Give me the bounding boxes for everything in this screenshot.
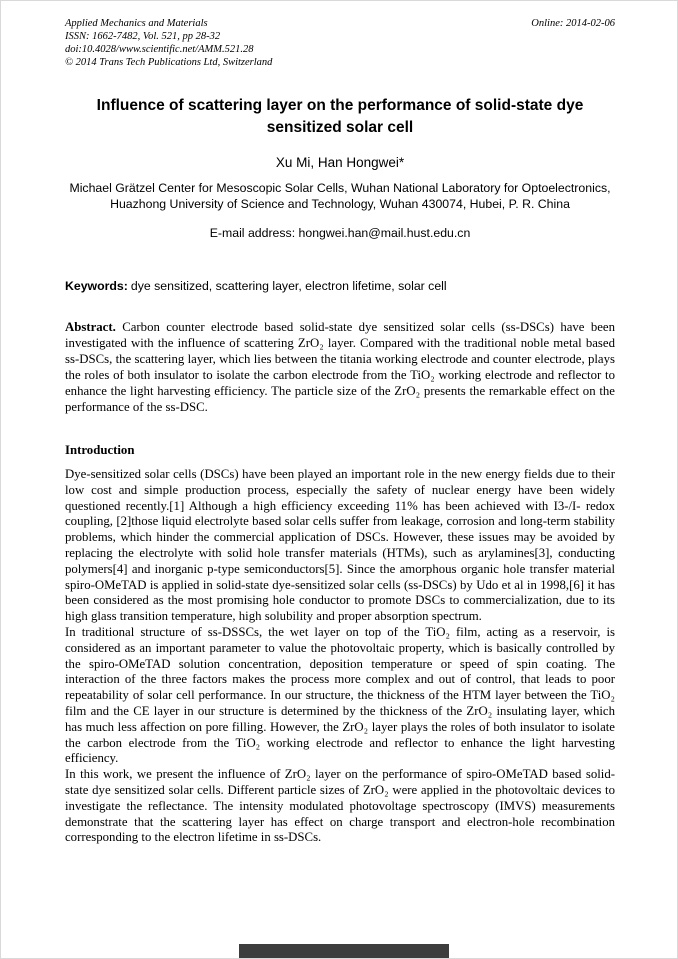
journal-doi: doi:10.4028/www.scientific.net/AMM.521.28	[65, 44, 254, 55]
keywords-label: Keywords:	[65, 279, 128, 293]
intro-paragraph-1: Dye-sensitized solar cells (DSCs) have been played an important role in the new energy fields due to their low cost and simple production process, especially the safety of nuclear energy have been widely questioned recently.[1] Although a high efficiency exceeding 11% has been achieved with I3-/I- redox coupling, [2]those liquid electrolyte based solar cells suffer from leakage, corrosion and long-term stability problems, which hinder the commercial application of DSCs. However, these issues may be avoided by replacing the electrolyte with solid hole transfer materials (HTMs), such as arylamines[3], conducting polymers[4] and inorganic p-type semiconductors[5]. Since the amorphous organic hole transfer material spiro-OMeTAD is applied in solid-state dye-sensitized solar cells (ss-DSCs) by Udo et al in 1998,[6] it has been considered as the most promising hole conductor to promote DSCs to commercialization, due to its high glass transition temperature, high solubility and proper absorption spectrum.	[65, 467, 615, 624]
section-heading-introduction: Introduction	[65, 443, 135, 457]
journal-issn: ISSN: 1662-7482, Vol. 521, pp 28-32	[65, 31, 221, 42]
journal-header	[65, 17, 615, 69]
journal-name: Applied Mechanics and Materials	[65, 18, 208, 29]
page-content	[1, 1, 677, 846]
abstract-text: Carbon counter electrode based solid-state dye sensitized solar cells (ss-DSCs) have been investigated with the influence of scattering ZrO₂ layer. Compared with the traditional noble metal based ss-DSCs, the scattering layer, which lies between the titania working electrode and counter electrode, plays the roles of both insulator to isolate the carbon electrode from the TiO₂ working electrode and reflector to enhance the light harvesting efficiency. The particle size of the ZrO₂ presents the remarkable effect on the performance of the ss-DSC.	[65, 320, 615, 414]
affiliation: Michael Grätzel Center for Mesoscopic Solar Cells, Wuhan National Laboratory for Optoelectronics, Huazhong University of Science and Technology, Wuhan 430074, Hubei, P. R. China	[69, 181, 611, 211]
footer-bar	[239, 944, 449, 958]
keywords-line	[65, 278, 615, 294]
keywords-text: dye sensitized, scattering layer, electron lifetime, solar cell	[130, 279, 447, 293]
journal-copyright: © 2014 Trans Tech Publications Ltd, Switzerland	[65, 57, 273, 68]
abstract	[65, 319, 615, 415]
authors: Xu Mi, Han Hongwei*	[275, 155, 405, 170]
abstract-label: Abstract.	[65, 320, 116, 334]
online-date: Online: 2014-02-06	[531, 18, 615, 29]
email-address: E-mail address: hongwei.han@mail.hust.edu.cn	[209, 226, 471, 240]
intro-paragraph-2: In traditional structure of ss-DSSCs, the wet layer on top of the TiO₂ film, acting as a reservoir, is considered as an important parameter to value the photovoltaic property, which is basically controlled by the spiro-OMeTAD solution concentration, deposition temperature or speed of spin coating. The interaction of the three factors makes the process more complex and out of control, that leads to poor repeatability of solar cell performance. In our structure, the thickness of the HTM layer between the TiO₂ film and the CE layer in our structure is determined by the thickness of the ZrO₂ insulating layer, which has much less affection on pore filling. However, the ZrO₂ layer plays the roles of both insulator to isolate the carbon electrode from the TiO₂ working electrode and reflector to enhance the light harvesting efficiency.	[65, 624, 615, 766]
paper-title: Influence of scattering layer on the performance of solid-state dye sensitized solar cell	[96, 97, 584, 136]
intro-paragraph-3: In this work, we present the influence of ZrO₂ layer on the performance of spiro-OMeTAD based solid-state dye sensitized solar cells. Different particle sizes of ZrO₂ were applied in the photovoltaic devices to investigate the reflectance. The intensity modulated photovoltage spectroscopy (IMVS) measurements demonstrate that the scattering layer has effect on charge transport and electron-hole recombination corresponding to the electron lifetime in ss-DSCs.	[65, 767, 615, 845]
journal-header-left	[65, 17, 272, 69]
